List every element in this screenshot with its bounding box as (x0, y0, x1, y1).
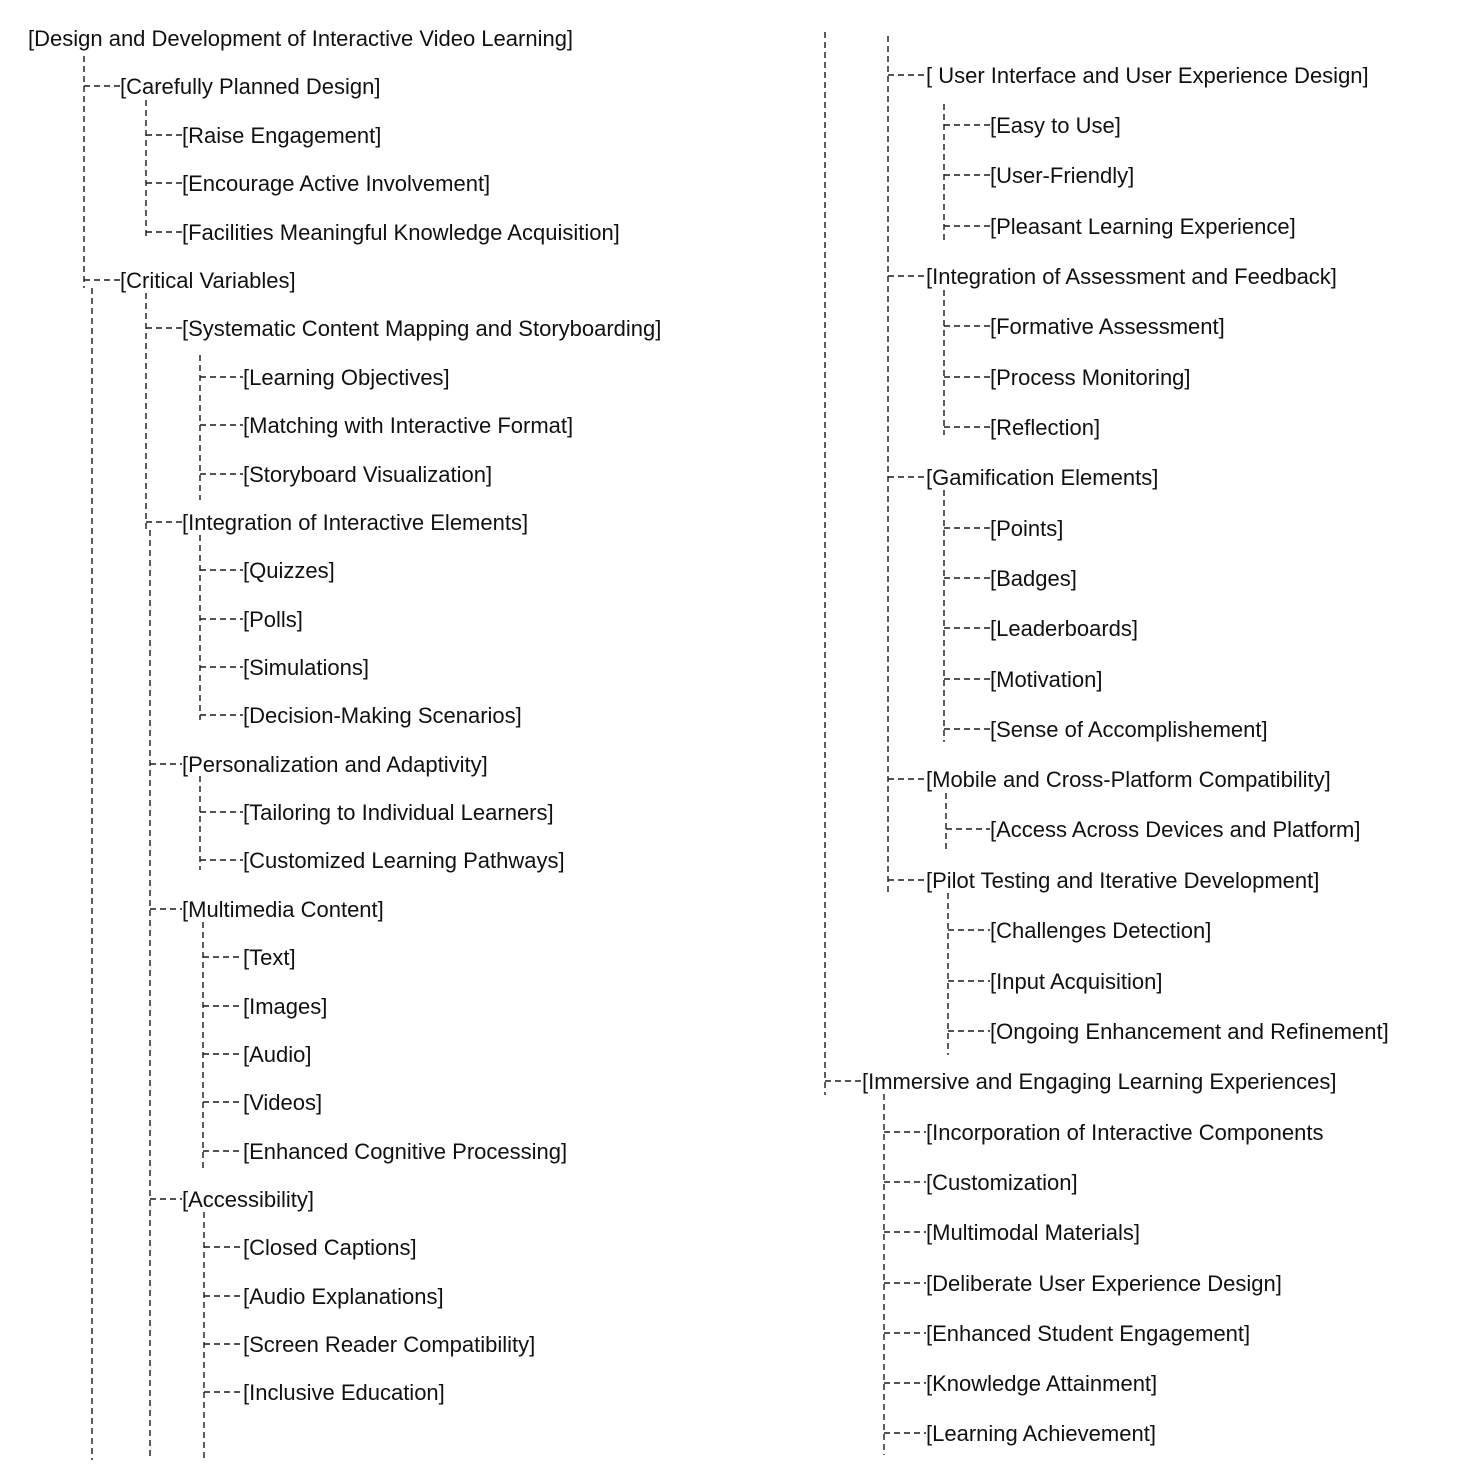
leaf-node-facilities-meaningful-knowledge: [Facilities Meaningful Knowledge Acquisition] (182, 220, 620, 245)
connector-lines (84, 32, 990, 1460)
leaf-node-learning-achievement: [Learning Achievement] (926, 1421, 1156, 1446)
leaf-node-easy-to-use: [Easy to Use] (990, 113, 1121, 138)
branch-node-content-mapping: [Systematic Content Mapping and Storyboarding] (182, 316, 662, 341)
leaf-node-reflection: [Reflection] (990, 415, 1101, 440)
leaf-node-audio: [Audio] (243, 1042, 312, 1067)
leaf-node-audio-explanations: [Audio Explanations] (243, 1284, 444, 1309)
leaf-node-user-friendly: [User-Friendly] (990, 163, 1135, 188)
branch-node-immersive-experiences: [Immersive and Engaging Learning Experiences] (862, 1069, 1337, 1094)
leaf-node-inclusive-education: [Inclusive Education] (243, 1380, 445, 1405)
leaf-node-raise-engagement: [Raise Engagement] (182, 123, 382, 148)
leaf-node-pleasant-experience: [Pleasant Learning Experience] (990, 214, 1296, 239)
branch-node-pilot-testing: [Pilot Testing and Iterative Development] (926, 868, 1320, 893)
leaf-node-points: [Points] (990, 516, 1064, 541)
leaf-node-simulations: [Simulations] (243, 655, 369, 680)
leaf-node-customization: [Customization] (926, 1170, 1078, 1195)
branch-node-gamification: [Gamification Elements] (926, 465, 1159, 490)
leaf-node-access-across-devices: [Access Across Devices and Platform] (990, 817, 1361, 842)
leaf-node-closed-captions: [Closed Captions] (243, 1235, 417, 1260)
branch-node-interactive-elements: [Integration of Interactive Elements] (182, 510, 529, 535)
leaf-node-cognitive-processing: [Enhanced Cognitive Processing] (243, 1139, 568, 1164)
leaf-node-knowledge-attainment: [Knowledge Attainment] (926, 1371, 1158, 1396)
branch-node-multimedia-content: [Multimedia Content] (182, 897, 384, 922)
branch-node-critical-variables: [Critical Variables] (120, 268, 296, 293)
leaf-node-leaderboards: [Leaderboards] (990, 616, 1138, 641)
branch-node-carefully-planned-design: [Carefully Planned Design] (120, 74, 381, 99)
leaf-node-interactive-components: [Incorporation of Interactive Components (926, 1120, 1324, 1145)
leaf-node-storyboard-visualization: [Storyboard Visualization] (243, 462, 493, 487)
leaf-node-customized-pathways: [Customized Learning Pathways] (243, 848, 565, 873)
leaf-node-badges: [Badges] (990, 566, 1077, 591)
node-labels (28, 26, 1389, 1446)
leaf-node-input-acquisition: [Input Acquisition] (990, 969, 1163, 994)
root-node: [Design and Development of Interactive Video Learning] (28, 26, 574, 51)
leaf-node-student-engagement: [Enhanced Student Engagement] (926, 1321, 1251, 1346)
leaf-node-screen-reader: [Screen Reader Compatibility] (243, 1332, 536, 1357)
branch-node-accessibility: [Accessibility] (182, 1187, 315, 1212)
leaf-node-deliberate-ux-design: [Deliberate User Experience Design] (926, 1271, 1282, 1296)
branch-node-assessment-feedback: [Integration of Assessment and Feedback] (926, 264, 1337, 289)
leaf-node-quizzes: [Quizzes] (243, 558, 335, 583)
leaf-node-learning-objectives: [Learning Objectives] (243, 365, 450, 390)
leaf-node-polls: [Polls] (243, 607, 303, 632)
leaf-node-ongoing-enhancement: [Ongoing Enhancement and Refinement] (990, 1019, 1389, 1044)
leaf-node-encourage-active-involvement: [Encourage Active Involvement] (182, 171, 491, 196)
branch-node-ui-ux-design: [ User Interface and User Experience Design] (926, 63, 1369, 88)
leaf-node-challenges-detection: [Challenges Detection] (990, 918, 1212, 943)
leaf-node-matching-interactive-format: [Matching with Interactive Format] (243, 413, 574, 438)
leaf-node-tailoring: [Tailoring to Individual Learners] (243, 800, 554, 825)
leaf-node-multimodal-materials: [Multimodal Materials] (926, 1220, 1140, 1245)
branch-node-mobile-compatibility: [Mobile and Cross-Platform Compatibility] (926, 767, 1331, 792)
leaf-node-formative-assessment: [Formative Assessment] (990, 314, 1225, 339)
leaf-node-videos: [Videos] (243, 1090, 323, 1115)
leaf-node-decision-making: [Decision-Making Scenarios] (243, 703, 522, 728)
leaf-node-process-monitoring: [Process Monitoring] (990, 365, 1191, 390)
leaf-node-images: [Images] (243, 994, 328, 1019)
leaf-node-motivation: [Motivation] (990, 667, 1103, 692)
leaf-node-text: [Text] (243, 945, 296, 970)
branch-node-personalization: [Personalization and Adaptivity] (182, 752, 488, 777)
leaf-node-sense-of-accomplishment: [Sense of Accomplishement] (990, 717, 1268, 742)
